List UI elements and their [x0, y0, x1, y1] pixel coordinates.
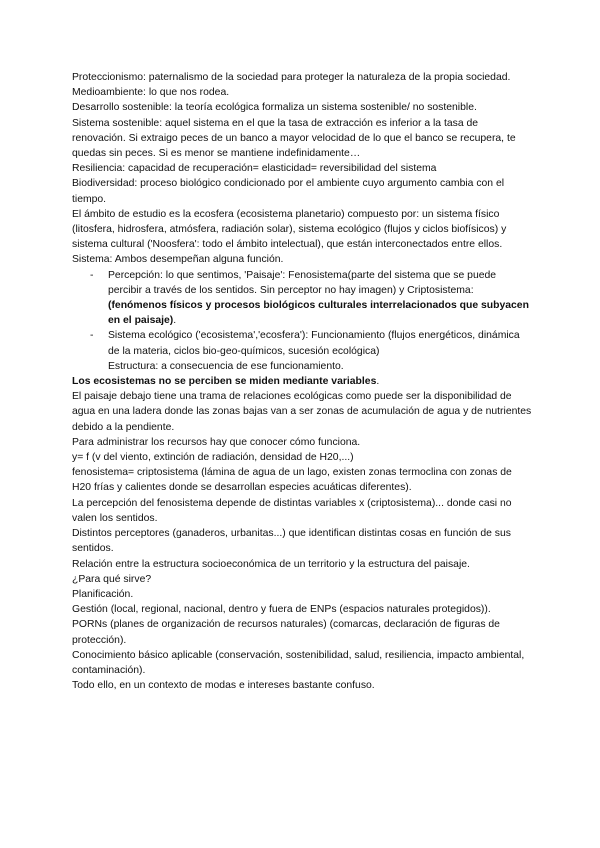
- list-item-bold-text: (fenómenos físicos y procesos biológicos culturales interrelacionados que subyacen en el paisaje): [108, 300, 529, 327]
- paragraph-desarrollo-sostenible: Desarrollo sostenible: la teoría ecológica formaliza un sistema sostenible/ no sostenible.: [72, 102, 477, 114]
- list-item-percepcion: [72, 268, 532, 329]
- paragraph-fenosistema: fenosistema= criptosistema (lámina de agua de un lago, existen zonas termoclina con zonas de H20 frías y calientes donde se desarrollan especies acuáticas diferentes).: [72, 467, 512, 494]
- bold-heading-line: [72, 374, 532, 389]
- bold-heading-text: Los ecosistemas no se perciben se miden mediante variables: [72, 376, 377, 388]
- bold-heading-period: .: [376, 376, 380, 388]
- paragraph-para-que-sirve: ¿Para qué sirve?: [72, 573, 152, 585]
- document-body: [72, 70, 532, 693]
- list-item-text: Sistema ecológico ('ecosistema','ecosfera'): Funcionamiento (flujos energéticos, dinámica de la materia, ciclos bio-geo-químicos, sucesión ecológica): [108, 330, 520, 357]
- paragraph-proteccionismo: Proteccionismo: paternalismo de la sociedad para proteger la naturaleza de la propia sociedad.: [72, 72, 511, 83]
- paragraph-formula: y= f (v del viento, extinción de radiación, densidad de H20,...): [72, 452, 354, 464]
- paragraph-sistema: Sistema: Ambos desempeñan alguna función.: [72, 254, 284, 266]
- paragraph-resiliencia: Resiliencia: capacidad de recuperación= elasticidad= reversibilidad del sistema: [72, 163, 437, 175]
- paragraph-ecosfera: El ámbito de estudio es la ecosfera (ecosistema planetario) compuesto por: un sistema físico (litosfera, hidrosfera, atmósfera, radiación solar), sistema ecológico (flujos y ciclos biofísicos) y sistema cultural ('Noosfera': todo el ámbito intelectual), que están interconectados entre ellos.: [72, 208, 507, 251]
- paragraph-porns: PORNs (planes de organización de recursos naturales) (comarcas, declaración de figuras de protección).: [72, 619, 500, 646]
- paragraph-relacion: Relación entre la estructura socioeconómica de un territorio y la estructura del paisaje.: [72, 558, 470, 570]
- paragraph-biodiversidad: Biodiversidad: proceso biológico condicionado por el ambiente cuyo argumento cambia con el tiempo.: [72, 178, 505, 205]
- paragraph-paisaje: El paisaje debajo tiene una trama de relaciones ecológicas como puede ser la disponibilidad de agua en una ladera donde las zonas bajas van a ser zonas de acumulación de agua y de nutrientes debido a la pendiente.: [72, 391, 532, 433]
- list-item-period: .: [173, 315, 177, 327]
- paragraph-medioambiente: Medioambiente: lo que nos rodea.: [72, 87, 230, 99]
- list-item-sistema-ecologico: [72, 328, 532, 374]
- paragraph-sistema-sostenible: Sistema sostenible: aquel sistema en el que la tasa de extracción es inferior a la tasa de renovación. Si extraigo peces de un banco a mayor velocidad de lo que el banco se recupera, te quedas sin peces. Si es menor se mantiene indefinidamente…: [72, 117, 516, 160]
- paragraph-conocimiento: Conocimiento básico aplicable (conservación, sostenibilidad, salud, resiliencia, impacto ambiental, contaminación).: [72, 649, 525, 676]
- list-item-text: Percepción: lo que sentimos, 'Paisaje': Fenosistema(parte del sistema que se puede percibir a través de los sentidos. Sin perceptor no hay imagen) y Criptosistema:: [108, 269, 497, 296]
- paragraph-todo-ello: Todo ello, en un contexto de modas e intereses bastante confuso.: [72, 680, 375, 692]
- paragraph-perceptores: Distintos perceptores (ganaderos, urbanitas...) que identifican distintas cosas en función de sus sentidos.: [72, 528, 511, 555]
- list-item-subline: Estructura: a consecuencia de ese funcionamiento.: [108, 360, 344, 372]
- paragraph-planificacion: Planificación.: [72, 588, 134, 600]
- paragraph-gestion: Gestión (local, regional, nacional, dentro y fuera de ENPs (espacios naturales protegidos)).: [72, 604, 491, 616]
- dash-list: [72, 268, 532, 374]
- paragraph-percepcion-fenosistema: La percepción del fenosistema depende de distintas variables x (criptosistema)... donde casi no valen los sentidos.: [72, 497, 512, 524]
- paragraph-administrar: Para administrar los recursos hay que conocer cómo funciona.: [72, 436, 361, 448]
